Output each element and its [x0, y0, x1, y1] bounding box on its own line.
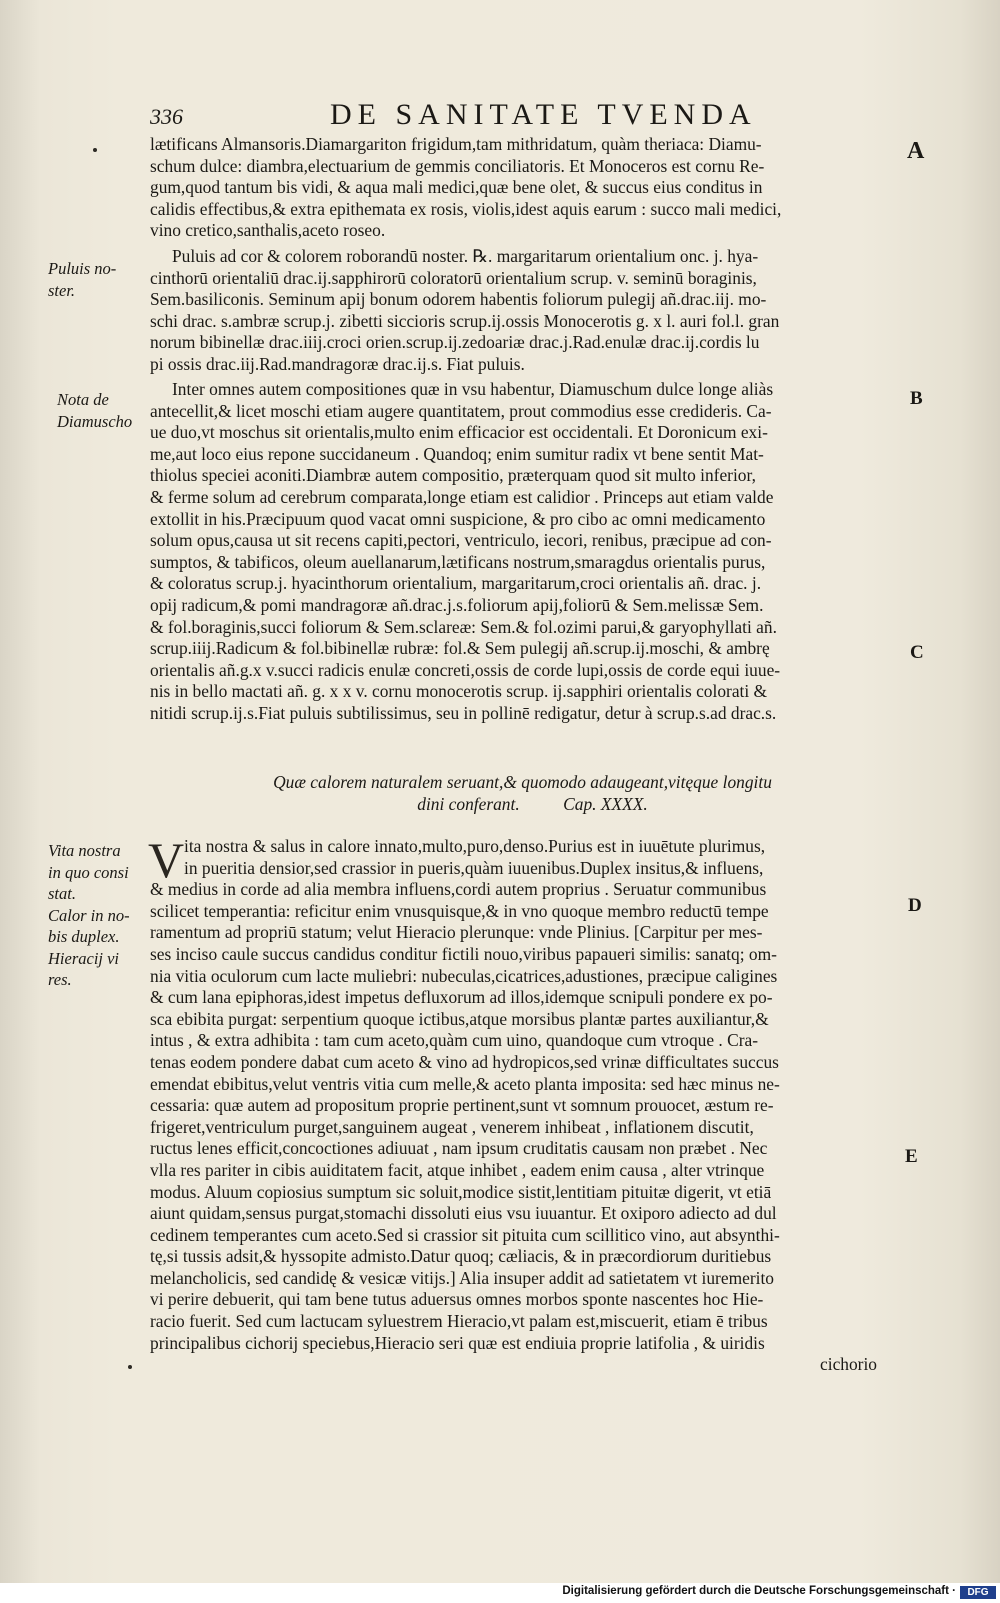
- margin-note-line: Puluis no-: [48, 259, 117, 278]
- page-title: DE SANITATE TVENDA: [330, 98, 757, 131]
- text-line: scrup.iiij.Radicum & fol.bibinellæ rubræ: fol.& Sem pulegij añ.scrup.ij.moschi, & ambrę: [150, 638, 770, 659]
- text-line: Inter omnes autem compositiones quæ in vsu habentur, Diamuschum dulce longe aliàs: [172, 379, 774, 399]
- chapter-heading-line-1: Quæ calorem naturalem seruant,& quomodo adaugeant,vitęque longitu: [273, 772, 772, 792]
- text-line: schum dulce: diambra,electuarium de gemmis conciliatoris. Et Monoceros est cornu Re-: [150, 155, 765, 176]
- text-line: tę,si tussis adsit,& hyssopite admisto.Datur quoq; cæliacis, & in præcordiorum duritiebus: [150, 1246, 772, 1267]
- text-line: & ferme solum ad cerebrum comparata,longe etiam est calidior . Princeps aut etiam valde: [150, 486, 774, 507]
- text-line: & fol.boraginis,succi foliorum & Sem.sclareæ: Sem.& fol.ozimi parui,& garyophyllati añ.: [150, 616, 777, 637]
- text-line: sca ebibita purgat: serpentium quoque ictibus,atque morsibus plantæ partes auxiliantur,&: [150, 1008, 769, 1029]
- text-line: & coloratus scrup.j. hyacinthorum orientalium, margaritarum,croci orientalis añ. drac. j.: [150, 573, 762, 594]
- chapter-heading-line-2: [150, 794, 895, 816]
- text-line: cessaria: quæ autem ad propositum proprie pertinent,sunt vt somnum prouocet, æstum re-: [150, 1095, 774, 1116]
- running-head: [150, 98, 950, 132]
- drop-cap: V: [148, 832, 185, 888]
- text-line: nia vitia oculorum cum lacte muliebri: nubeculas,cicatrices,adustiones, præcipue caligines: [150, 965, 778, 986]
- margin-note-line: Diamuscho: [57, 411, 133, 431]
- text-line: in pueritia densior,sed crassior in pueris,quàm iuuenibus.Duplex insitus,& influens,: [184, 857, 764, 878]
- text-line: racio fuerit. Sed cum lactucam syluestrem Hieracio,vt palam est,miscuerit, etiam ē tribus: [150, 1311, 768, 1332]
- text-line: cinthorū orientaliū drac.ij.sapphirorū coloratorū orientalium scrup. v. seminū boraginis,: [150, 267, 757, 288]
- text-block-1: [150, 134, 895, 242]
- text-line: ses inciso caule succus candidus conditur fictili nouo,viribus papaueri similis: sanatq; om-: [150, 943, 777, 964]
- text-line: & medius in corde ad alia membra influens,cordi autem proprius . Seruatur communibus: [150, 879, 767, 900]
- text-line: norum bibinellæ drac.iiij.croci orien.scrup.ij.zedoariæ drac.j.Rad.enulæ drac.ij.cordis lu: [150, 332, 760, 353]
- text-line: vino cretico,santhalis,aceto roseo.: [150, 220, 386, 241]
- text-line: & cum lana epiphoras,idest impetus defluxorum ad illos,idemque scnipuli pondere ex po-: [150, 987, 773, 1008]
- ink-dot: [93, 148, 97, 152]
- text-line: gum,quod tantum bis vidi, & aqua mali medici,quæ bene olet, & succus eius conditus in: [150, 177, 763, 198]
- margin-marker-c: C: [910, 642, 924, 663]
- chapter-heading: [150, 772, 895, 815]
- text-line: vlla res pariter in cibis auiditatem facit, atque inhibet , eadem enim causa , alter vtrinque: [150, 1159, 765, 1180]
- text-line: emendat ebibitus,velut ventris vitia cum melle,& aceto planta imposita: sed hæc minus ne-: [150, 1073, 780, 1094]
- text-line: orientalis añ.g.x v.succi radicis enulæ concreti,ossis de corde lupi,ossis de corde equi iuue-: [150, 659, 781, 680]
- margin-note-diamuscho: [57, 389, 157, 432]
- text-block-4: [148, 832, 895, 1376]
- footer-bar: [0, 1583, 1000, 1603]
- text-line: principalibus cichorij speciebus,Hieracio seri quæ est endiuia proprie latifolia , & uiridis: [150, 1332, 765, 1353]
- text-line: vi perire debuerit, qui tam bene tutus aduersus omnes morbos sponte nascentes hoc Hie-: [150, 1289, 764, 1310]
- text-block-2: [150, 246, 895, 376]
- margin-note-vita: [48, 840, 148, 991]
- margin-marker-e: E: [905, 1146, 918, 1167]
- margin-marker-a: A: [907, 138, 925, 164]
- text-line: ramentum ad propriū statum; velut Hieracio plerunque: vnde Plinius. [Carpitur per mes-: [150, 922, 763, 943]
- margin-note-line: Nota de: [57, 390, 109, 409]
- margin-note-line: Vita nostra: [48, 841, 121, 860]
- text-line: lætificans Almansoris.Diamargariton frigidum,tam mithridatum, quàm theriaca: Diamu-: [150, 134, 762, 154]
- text-line: aiunt quidam,sensus purgat,stomachi dissoluti eius vsu iuuantur. Et oxiporo adiecto ad dul: [150, 1203, 777, 1224]
- margin-note-line: Hieracij vi: [48, 948, 120, 968]
- margin-marker-d: D: [908, 895, 922, 916]
- text-line: calidis effectibus,& extra epithemata ex rosis, violis,idest aquis earum : succo mali medici,: [150, 198, 782, 219]
- text-line: opij radicum,& pomi mandragoræ añ.drac.j.s.foliorum apij,foliorū & Sem.melissæ Sem.: [150, 594, 764, 615]
- page-number: 336: [150, 104, 183, 129]
- text-line: cedinem temperantes cum aceto.Sed si crassior sit pituita cum scillitico vino, aut absynthi-: [150, 1224, 780, 1245]
- margin-note-line: stat.: [48, 884, 76, 903]
- funding-credit: Digitalisierung gefördert durch die Deutsche Forschungsgemeinschaft ·: [562, 1585, 956, 1597]
- margin-note-pulvis: [48, 258, 148, 301]
- chapter-number: Cap. XXXX.: [563, 793, 648, 814]
- text-line: ita nostra & salus in calore innato,multo,puro,denso.Purius est in iuuētute plurimus,: [184, 836, 766, 856]
- dfg-logo: DFG: [960, 1586, 996, 1599]
- text-line: antecellit,& licet moschi etiam augere quantitatem, prout commodius esse credideris. Ca-: [150, 400, 772, 421]
- catchword: cichorio: [820, 1354, 877, 1375]
- margin-note-line: in quo consi: [48, 862, 129, 882]
- text-block-3: [150, 379, 895, 725]
- text-line: Puluis ad cor & colorem roborandū noster. ℞. margaritarum orientalium onc. j. hya-: [172, 246, 759, 266]
- text-line: solum opus,causa ut sit recens capiti,pectori, ventriculo, iecori, renibus, præcipue ad con-: [150, 530, 772, 551]
- text-line: sumptos, & tabificos, oleum auellanarum,lætificans nostrum,smaragdus orientalis purus,: [150, 551, 766, 572]
- margin-note-line: res.: [48, 970, 72, 989]
- text-line: thiolus speciei aconiti.Diambræ autem compositio, præterquam quod sit multo inferior,: [150, 465, 756, 486]
- text-line: ue duo,vt moschus sit orientalis,multo enim efficacior est occidentali. Et Doronicum exi-: [150, 422, 768, 443]
- text-line: intus , & extra adhibita : tam cum aceto,quàm cum uino, quandoque cum vtroque . Cra-: [150, 1030, 759, 1051]
- text-line: scilicet temperantia: reficitur enim vnusquisque,& in vno quoque membro reductū tempe: [150, 900, 769, 921]
- text-line: melancholicis, sed candidę & vesicæ vitijs.] Alia insuper addit ad satietatem vt iuremerito: [150, 1267, 774, 1288]
- chapter-heading-text: dini conferant.: [417, 793, 520, 814]
- text-line: nis in bello mactati añ. g. x x v. cornu monocerotis scrup. ij.sapphiri orientalis colorati &: [150, 681, 768, 702]
- ink-dot: [128, 1365, 132, 1369]
- text-line: ructus lenes efficit,concoctiones adiuuat , nam ipsum cruditatis causam non præbet . Nec: [150, 1138, 768, 1159]
- text-line: Sem.basiliconis. Seminum apij bonum odorem habentis foliorum pulegij añ.drac.iij. mo-: [150, 289, 767, 310]
- text-line: tenas eodem pondere dabat cum aceto & vino ad hydropicos,sed vrinæ difficultates succus: [150, 1051, 779, 1072]
- margin-marker-b: B: [910, 388, 923, 409]
- text-line: modus. Aluum copiosius sumptum sic soluit,modice sistit,lentitiam pituitæ digerit, vt etiā: [150, 1181, 772, 1202]
- text-line: pi ossis drac.iij.Rad.mandragoræ drac.ij.s. Fiat puluis.: [150, 353, 525, 374]
- margin-note-line: ster.: [48, 280, 76, 300]
- margin-note-line: bis duplex.: [48, 927, 120, 946]
- text-line: extollit in his.Præcipuum quod vacat omni suspicione, & pro cibo ac omni medicamento: [150, 508, 766, 529]
- text-line: frigeret,ventriculum purget,sanguinem augeat , venerem inhibeat , inflationem discutit,: [150, 1116, 754, 1137]
- margin-note-line: Calor in no-: [48, 905, 130, 925]
- text-line: schi drac. s.ambræ scrup.j. zibetti siccioris scrup.ij.ossis Monocerotis g. x l. auri fol.l. gran: [150, 310, 780, 331]
- text-line: me,aut loco eius repone succidaneum . Quandoq; enim sumitur radix vt bene sentit Mat-: [150, 443, 764, 464]
- text-line: nitidi scrup.ij.s.Fiat puluis subtilissimus, seu in pollinē redigatur, detur à scrup.s.ad drac.s.: [150, 702, 777, 723]
